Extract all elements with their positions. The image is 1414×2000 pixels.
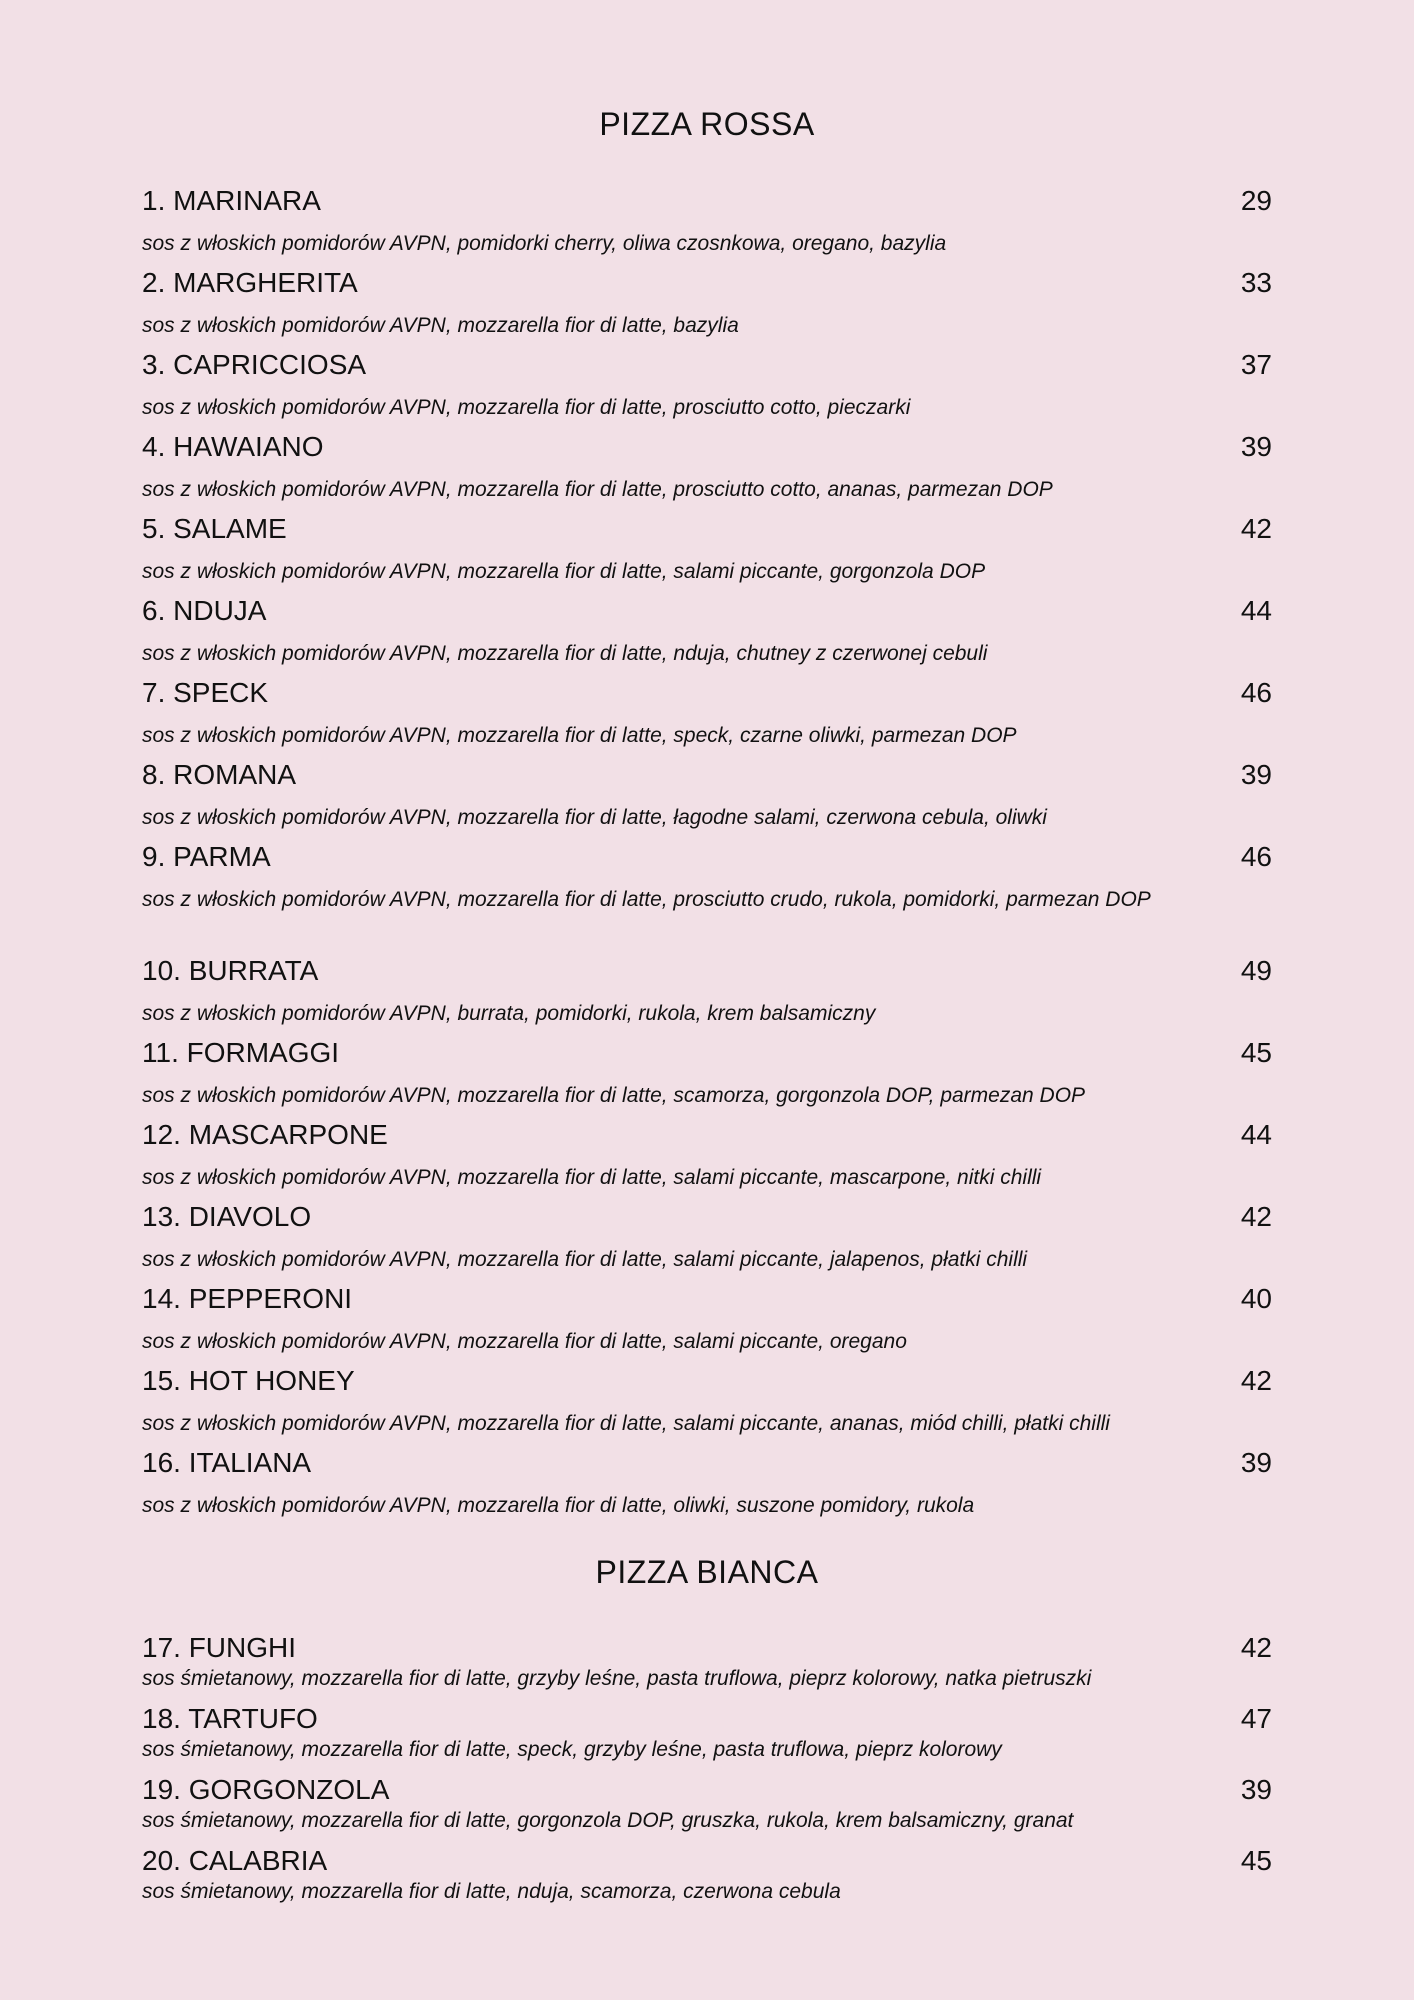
section-title-pizza-bianca: PIZZA BIANCA xyxy=(595,1554,819,1590)
item-price: 44 xyxy=(1240,1119,1272,1150)
item-description: sos z włoskich pomidorów AVPN, pomidorki cherry, oliwa czosnkowa, oregano, bazylia xyxy=(142,232,947,255)
item-description: sos z włoskich pomidorów AVPN, mozzarella fior di latte, salami piccante, gorgonzola DOP xyxy=(142,560,986,583)
item-price: 42 xyxy=(1240,513,1272,544)
item-name: 15. HOT HONEY xyxy=(142,1365,355,1396)
item-name: 11. FORMAGGI xyxy=(142,1037,340,1068)
item-description: sos z włoskich pomidorów AVPN, mozzarella fior di latte, salami piccante, oregano xyxy=(142,1330,907,1353)
item-description: sos z włoskich pomidorów AVPN, mozzarella fior di latte, salami piccante, jalapenos, płatki chilli xyxy=(142,1248,1028,1271)
item-description: sos z włoskich pomidorów AVPN, mozzarella fior di latte, speck, czarne oliwki, parmezan DOP xyxy=(142,724,1017,747)
section-title-pizza-rossa: PIZZA ROSSA xyxy=(599,106,815,142)
item-name: 4. HAWAIANO xyxy=(142,431,324,462)
item-price: 46 xyxy=(1240,841,1272,872)
item-name: 13. DIAVOLO xyxy=(142,1201,312,1232)
item-name: 17. FUNGHI xyxy=(142,1632,297,1663)
item-price: 37 xyxy=(1240,349,1272,380)
item-price: 47 xyxy=(1240,1703,1272,1734)
item-price: 33 xyxy=(1240,267,1272,298)
item-price: 46 xyxy=(1240,677,1272,708)
item-name: 3. CAPRICCIOSA xyxy=(142,349,367,380)
item-name: 16. ITALIANA xyxy=(142,1447,312,1478)
item-description: sos z włoskich pomidorów AVPN, mozzarella fior di latte, prosciutto cotto, ananas, parmezan DOP xyxy=(142,478,1053,501)
item-price: 44 xyxy=(1240,595,1272,626)
item-description: sos z włoskich pomidorów AVPN, mozzarella fior di latte, bazylia xyxy=(142,314,739,337)
item-price: 42 xyxy=(1240,1632,1272,1663)
item-description: sos z włoskich pomidorów AVPN, mozzarella fior di latte, scamorza, gorgonzola DOP, parmezan DOP xyxy=(142,1084,1086,1107)
item-description: sos z włoskich pomidorów AVPN, mozzarella fior di latte, prosciutto cotto, pieczarki xyxy=(142,396,911,419)
item-description: sos z włoskich pomidorów AVPN, mozzarella fior di latte, salami piccante, ananas, miód chilli, płatki chilli xyxy=(142,1412,1110,1435)
item-name: 19. GORGONZOLA xyxy=(142,1774,390,1805)
item-description: sos śmietanowy, mozzarella fior di latte, speck, grzyby leśne, pasta truflowa, pieprz kolorowy xyxy=(142,1738,1002,1761)
item-description: sos z włoskich pomidorów AVPN, mozzarella fior di latte, salami piccante, mascarpone, nitki chilli xyxy=(142,1166,1042,1189)
item-description: sos z włoskich pomidorów AVPN, mozzarella fior di latte, łagodne salami, czerwona cebula, oliwki xyxy=(142,806,1047,829)
item-price: 39 xyxy=(1240,759,1272,790)
item-price: 45 xyxy=(1240,1845,1272,1876)
item-description: sos z włoskich pomidorów AVPN, mozzarella fior di latte, oliwki, suszone pomidory, rukola xyxy=(142,1494,975,1517)
item-price: 29 xyxy=(1240,185,1272,216)
item-description: sos z włoskich pomidorów AVPN, burrata, pomidorki, rukola, krem balsamiczny xyxy=(142,1002,876,1025)
item-description: sos z włoskich pomidorów AVPN, mozzarella fior di latte, nduja, chutney z czerwonej cebuli xyxy=(142,642,988,665)
item-name: 7. SPECK xyxy=(142,677,269,708)
item-price: 39 xyxy=(1240,1447,1272,1478)
item-name: 20. CALABRIA xyxy=(142,1845,328,1876)
item-name: 2. MARGHERITA xyxy=(142,267,358,298)
item-name: 14. PEPPERONI xyxy=(142,1283,353,1314)
item-description: sos śmietanowy, mozzarella fior di latte, gorgonzola DOP, gruszka, rukola, krem balsamiczny, granat xyxy=(142,1809,1074,1832)
item-name: 12. MASCARPONE xyxy=(142,1119,388,1150)
item-price: 45 xyxy=(1240,1037,1272,1068)
item-description: sos z włoskich pomidorów AVPN, mozzarella fior di latte, prosciutto crudo, rukola, pomidorki, parmezan DOP xyxy=(142,888,1151,911)
item-description: sos śmietanowy, mozzarella fior di latte, nduja, scamorza, czerwona cebula xyxy=(142,1880,841,1903)
item-name: 5. SALAME xyxy=(142,513,287,544)
item-price: 49 xyxy=(1240,955,1272,986)
item-price: 39 xyxy=(1240,1774,1272,1805)
item-name: 8. ROMANA xyxy=(142,759,297,790)
item-price: 42 xyxy=(1240,1365,1272,1396)
item-name: 9. PARMA xyxy=(142,841,271,872)
item-price: 39 xyxy=(1240,431,1272,462)
item-name: 6. NDUJA xyxy=(142,595,267,626)
item-price: 42 xyxy=(1240,1201,1272,1232)
item-description: sos śmietanowy, mozzarella fior di latte, grzyby leśne, pasta truflowa, pieprz kolorowy, natka pietruszki xyxy=(142,1667,1092,1690)
item-name: 10. BURRATA xyxy=(142,955,319,986)
item-name: 1. MARINARA xyxy=(142,185,321,216)
item-price: 40 xyxy=(1240,1283,1272,1314)
item-name: 18. TARTUFO xyxy=(142,1703,318,1734)
